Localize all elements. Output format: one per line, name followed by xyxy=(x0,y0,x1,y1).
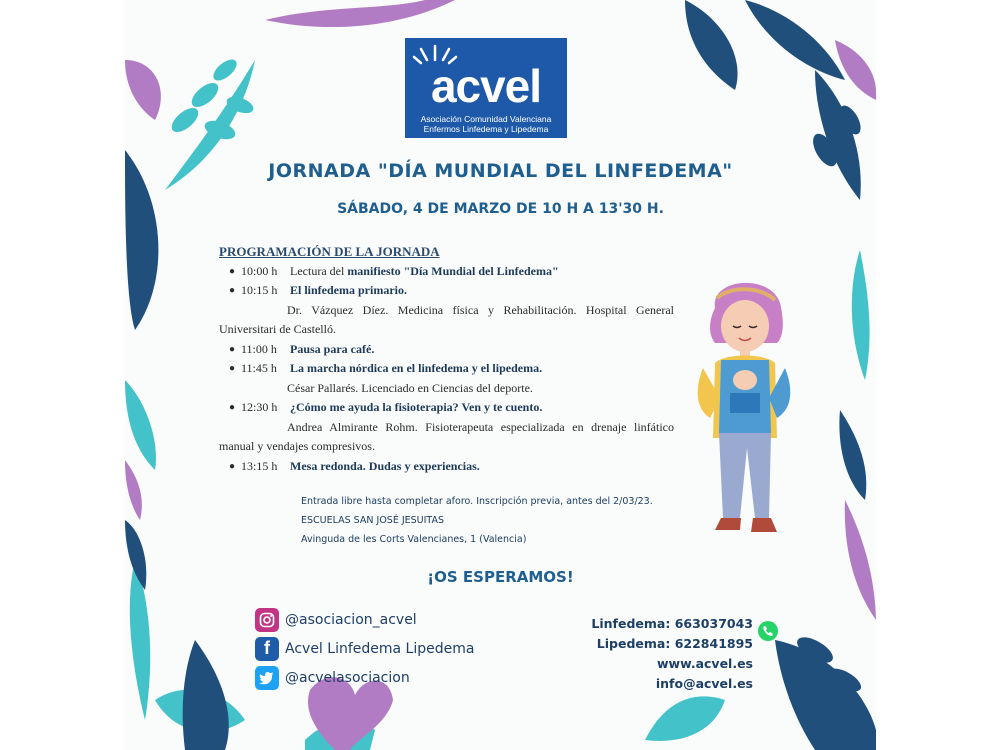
program-time: 11:45 h xyxy=(241,361,277,375)
twitter-handle: @acvelasociacion xyxy=(285,669,410,686)
program-title: manifiesto "Día Mundial del Linfedema" xyxy=(347,263,559,278)
bullet-icon: ● xyxy=(229,265,236,277)
website-link[interactable]: www.acvel.es xyxy=(656,656,753,671)
email-link[interactable]: info@acvel.es xyxy=(655,676,753,691)
contact-info xyxy=(577,614,753,694)
program-title: El linfedema primario. xyxy=(290,283,407,297)
program-time: 13:15 h xyxy=(241,458,278,473)
program-detail: Dr. Vázquez Díez. Medicina física y Rehabilitación. Hospital General Universitari de Castelló. xyxy=(219,302,674,336)
phone-linfedema[interactable]: Linfedema: 663037043 xyxy=(591,616,753,631)
program-title: Mesa redonda. Dudas y experiencias. xyxy=(290,458,480,473)
program-prefix: Lectura del xyxy=(290,263,348,278)
program-item xyxy=(219,398,674,418)
bullet-icon: ● xyxy=(229,363,236,374)
program-title: La marcha nórdica en el linfedema y el lipedema. xyxy=(290,361,543,375)
venue-name: ESCUELAS SAN JOSÉ JESUITAS xyxy=(301,515,445,526)
logo-subtitle-line2: Enfermos Linfedema y Lipedema xyxy=(423,124,549,134)
twitter-icon xyxy=(255,666,279,690)
logo-name: acvel xyxy=(430,60,542,112)
instagram-icon xyxy=(255,608,279,632)
bullet-icon: ● xyxy=(229,285,236,296)
program-item xyxy=(219,340,674,360)
event-title: JORNADA "DÍA MUNDIAL DEL LINFEDEMA" xyxy=(268,160,733,182)
social-links xyxy=(255,605,474,692)
bullet-icon: ● xyxy=(229,402,236,413)
program-item xyxy=(219,359,674,379)
facebook-icon: f xyxy=(255,637,279,661)
program-time: 11:00 h xyxy=(241,341,277,356)
facebook-handle: Acvel Linfedema Lipedema xyxy=(285,640,475,657)
venue-address: Avinguda de les Corts Valencianes, 1 (Valencia) xyxy=(301,534,527,545)
program-time: 10:00 h xyxy=(241,263,278,278)
program-detail: Andrea Almirante Rohm. Fisioterapeuta especializada en drenaje linfático manual y vendajes compresivos. xyxy=(219,419,674,453)
poster xyxy=(125,0,876,750)
event-date: SÁBADO, 4 DE MARZO DE 10 H A 13'30 H. xyxy=(337,201,664,217)
instagram-link[interactable] xyxy=(255,605,474,634)
twitter-link[interactable] xyxy=(255,663,474,692)
girl-illustration xyxy=(685,268,805,568)
instagram-handle: @asociacion_acvel xyxy=(285,611,417,628)
phone-lipedema[interactable]: Lipedema: 622841895 xyxy=(596,636,753,651)
logo-subtitle-line1: Asociación Comunidad Valenciana xyxy=(420,114,552,124)
program-time: 10:15 h xyxy=(241,283,278,297)
facebook-link[interactable] xyxy=(255,634,474,663)
bullet-icon: ● xyxy=(229,343,236,355)
program-item xyxy=(219,457,674,477)
program-title: ¿Cómo me ayuda la fisioterapia? Ven y te cuento. xyxy=(290,400,543,414)
call-to-action: ¡OS ESPERAMOS! xyxy=(427,568,574,586)
registration-note: Entrada libre hasta completar aforo. Inscripción previa, antes del 2/03/23. xyxy=(301,496,653,507)
program-detail: César Pallarés. Licenciado en Ciencias del deporte. xyxy=(287,380,533,395)
program xyxy=(219,242,674,476)
program-item xyxy=(219,281,674,301)
whatsapp-icon xyxy=(757,620,779,642)
logo-subtitle xyxy=(405,114,567,134)
program-title: Pausa para café. xyxy=(290,341,375,356)
event-info xyxy=(301,492,653,549)
program-time: 12:30 h xyxy=(241,400,278,414)
acvel-logo xyxy=(405,38,567,138)
program-item xyxy=(219,262,674,282)
program-heading: PROGRAMACIÓN DE LA JORNADA xyxy=(219,244,440,259)
bullet-icon: ● xyxy=(229,460,236,472)
